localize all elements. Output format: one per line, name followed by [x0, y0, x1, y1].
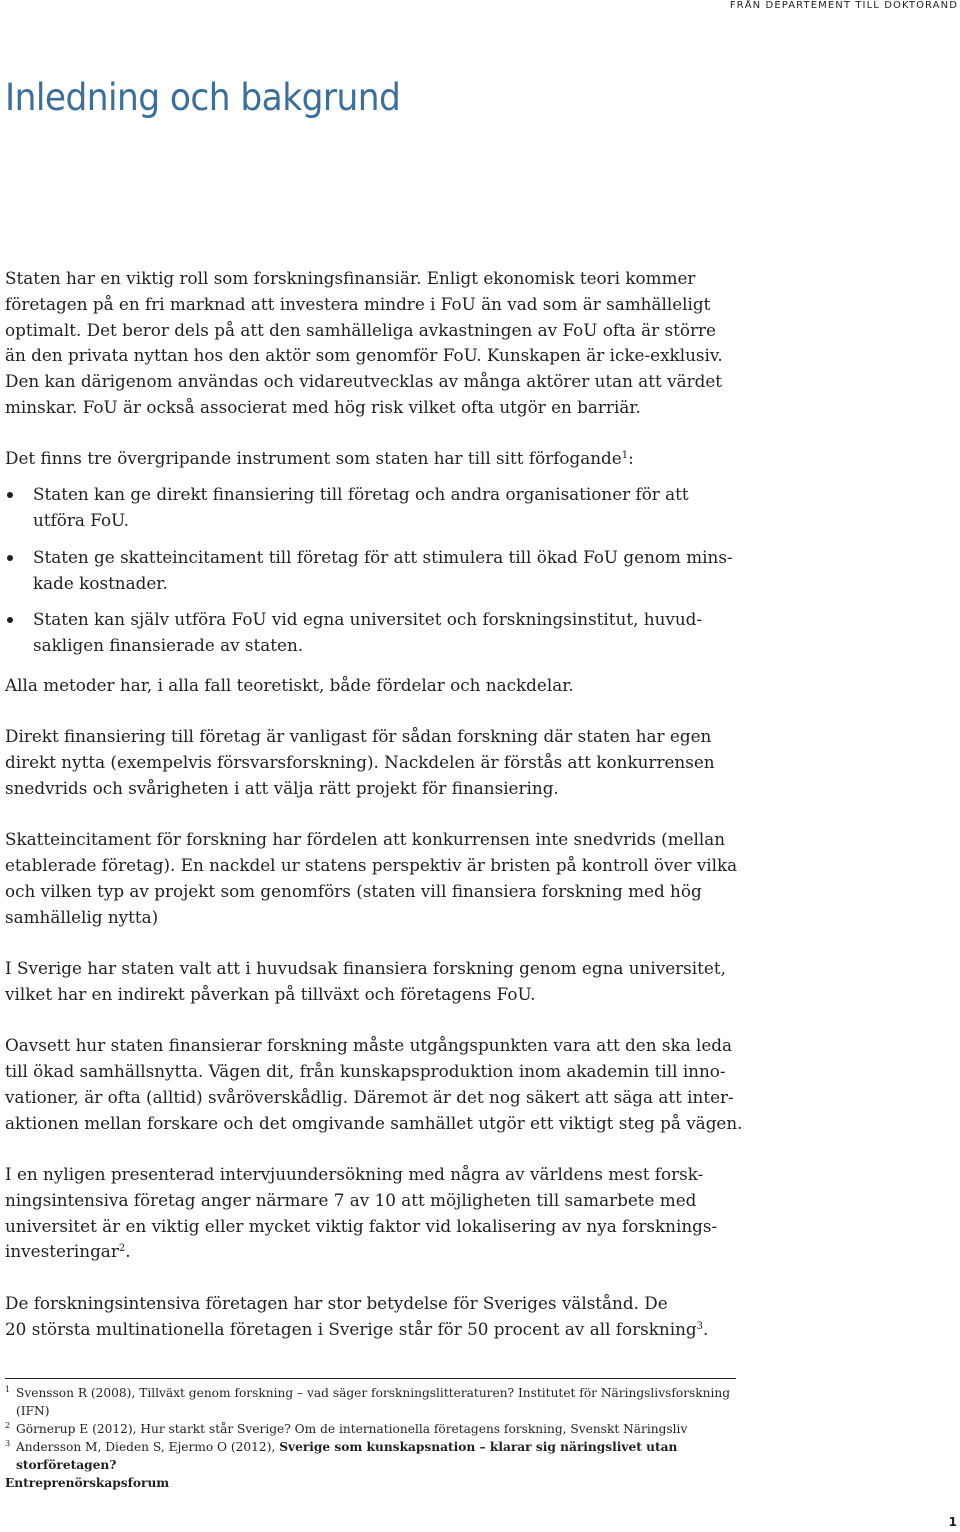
footnote-ref-2[interactable]: 2 [118, 1243, 126, 1255]
body-text [5, 266, 745, 1342]
bullet-icon [7, 555, 13, 561]
footnote-ref-3[interactable]: 3 [696, 1320, 704, 1332]
period: . [703, 1318, 709, 1339]
bullet-icon [7, 617, 13, 623]
instrument-list [5, 482, 745, 659]
colon: : [628, 448, 634, 469]
bullet-icon [7, 492, 13, 498]
paragraph-direct-financing: Direkt finansiering till företag är vanligast för sådan forskning där staten har egen direkt nytta (exempelvis försvarsforskning). Nackdelen är förstås att konkurrensen snedvrids och svårigheten i att välja rätt projekt för finansiering. [5, 726, 715, 798]
running-head: FRÅN DEPARTEMENT TILL DOKTORAND [729, 0, 958, 11]
paragraph-societal-benefit: Oavsett hur staten finansierar forskning måste utgångspunkten vara att den ska leda till ökad samhällsnytta. Vägen dit, från kunskapsproduktion inom akademin till inno- vationer, är ofta (alltid) svåröverskådlig. Däremot är det nog säkert att säga att inter- aktionen mellan forskare och det omgivande samhället utgör ett viktigt steg på vägen. [5, 1035, 743, 1133]
page-title: Inledning och bakgrund [5, 76, 401, 119]
paragraph-tax-incentives: Skatteincitament för forskning har fördelen att konkurrensen inte snedvrids (mellan etablerade företag). En nackdel ur statens perspektiv är bristen på kontroll över vilka och vilken typ av projekt som genomförs (staten vill finansiera forskning med hög samhällelig nytta) [5, 829, 738, 927]
footnote-2 [5, 1420, 765, 1438]
paragraph-research-companies [5, 1291, 745, 1343]
footnote-ref-1[interactable]: 1 [621, 450, 629, 462]
list-item-text: Staten kan ge direkt finansiering till företag och andra organisationer för att utföra FoU. [33, 484, 689, 530]
footnote-3 [5, 1438, 765, 1474]
list-item-text: Staten ge skatteincitament till företag för att stimulera till ökad FoU genom mins- kade kostnader. [33, 546, 733, 593]
page-number: 1 [948, 1515, 957, 1529]
paragraph-intro: Staten har en viktig roll som forskningsfinansiär. Enligt ekonomisk teori kommer företagen på en fri marknad att investera mindre i FoU än vad som är samhälleligt optimalt. Det beror dels på att den samhälleliga avkastningen av FoU ofta är större än den privata nyttan hos den aktör som genomför FoU. Kunskapen är icke-exklusiv. Den kan därigenom användas och vidareutvecklas av många aktörer utan att värdet minskar. FoU är också associerat med hög risk vilket ofta utgör en barriär. [5, 268, 723, 417]
footnotes [5, 1384, 765, 1492]
paragraph-sweden: I Sverige har staten valt att i huvudsak finansiera forskning genom egna universitet, vilket har en indirekt påverkan på tillväxt och företagens FoU. [5, 958, 726, 1004]
paragraph-instruments [5, 446, 745, 472]
footnote-number: 3 [5, 1439, 11, 1448]
footnote-number: 2 [5, 1421, 11, 1430]
paragraph-instruments-text: Det finns tre övergripande instrument som staten har till sitt förfogande [5, 448, 622, 469]
footnote-1 [5, 1384, 765, 1420]
paragraph-methods: Alla metoder har, i alla fall teoretiskt, både fördelar och nackdelar. [5, 674, 574, 695]
footnote-text: Andersson M, Dieden S, Ejermo O (2012), [16, 1440, 280, 1454]
paragraph-interview-study [5, 1162, 745, 1265]
list-item [5, 607, 745, 659]
paragraph-interview-study-text: I en nyligen presenterad intervjuundersökning med några av världens mest forsk- ningsintensiva företag anger närmare 7 av 10 att möjligheten till samarbete med universitet är en viktig eller mycket viktig faktor vid lokalisering av nya forsknings- investeringar [5, 1164, 718, 1262]
footnote-divider [5, 1378, 736, 1379]
footnote-number: 1 [5, 1385, 11, 1394]
period: . [125, 1241, 131, 1262]
footnote-3-continuation: Entreprenörskapsforum [5, 1476, 170, 1490]
footnote-text: Görnerup E (2012), Hur starkt står Sverige? Om de internationella företagens forskning, Svenskt Näringsliv [16, 1422, 688, 1436]
footnote-title: Sverige som kunskapsnation – klarar sig näringslivet utan storföretagen? [16, 1440, 678, 1472]
list-item-text: Staten kan själv utföra FoU vid egna universitet och forskningsinstitut, huvud- sakligen finansierade av staten. [33, 609, 703, 656]
list-item [5, 482, 745, 534]
list-item [5, 545, 745, 597]
footnote-text: Svensson R (2008), Tillväxt genom forskning – vad säger forskningslitteraturen? Institutet för Näringslivsforskning (IFN) [16, 1386, 731, 1418]
paragraph-research-companies-text: De forskningsintensiva företagen har stor betydelse för Sveriges välstånd. De 20 största multinationella företagen i Sverige står för 50 procent av all forskning [5, 1292, 697, 1339]
